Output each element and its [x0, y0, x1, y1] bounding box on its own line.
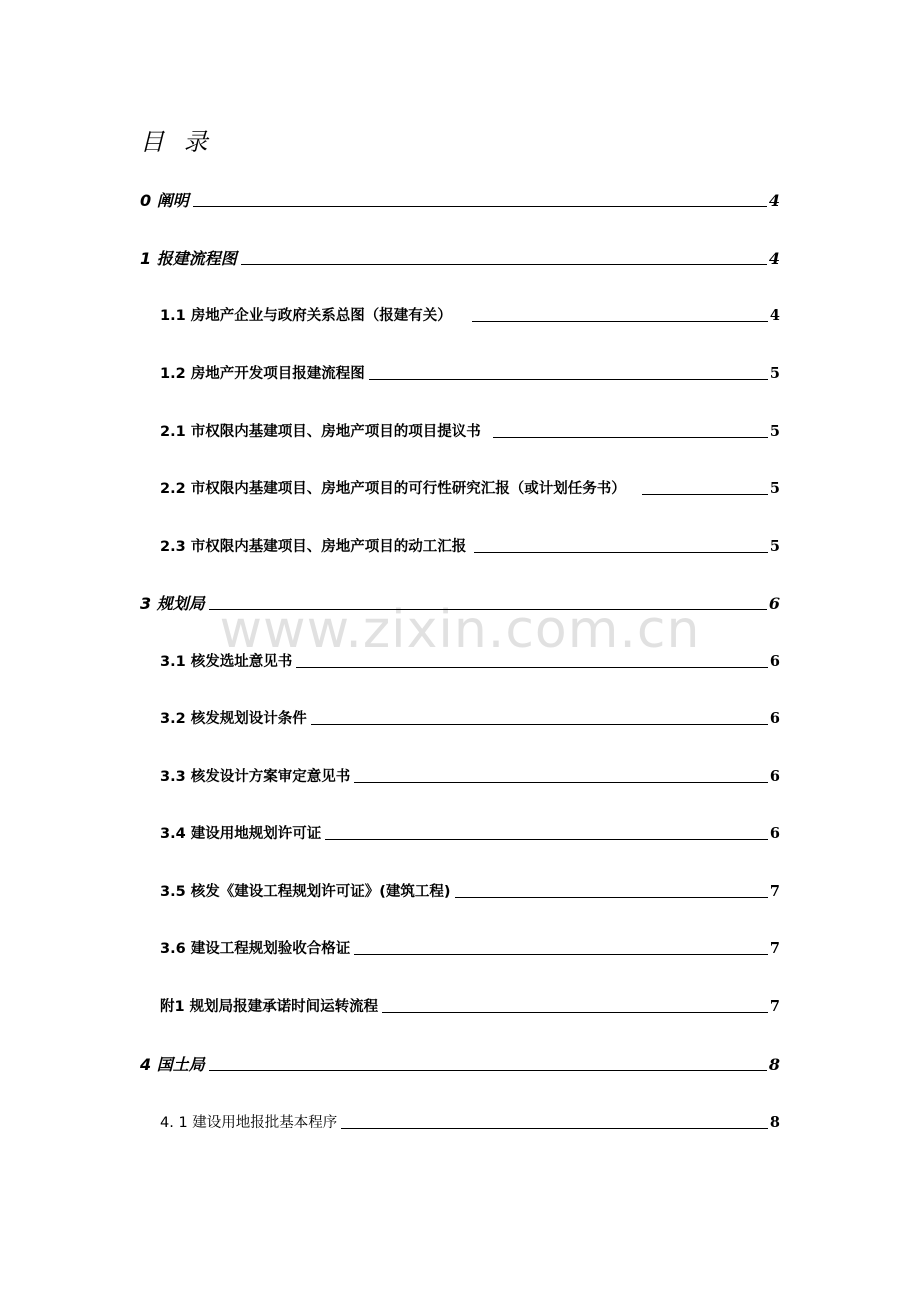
toc-entry-label: 3.1 核发选址意见书: [160, 654, 293, 670]
toc-leader: [325, 839, 768, 840]
toc-entry-page: 8: [769, 1114, 780, 1131]
toc-entry[interactable]: [160, 706, 780, 728]
toc-leader: [382, 1012, 768, 1013]
toc-entry-label: 3.3 核发设计方案审定意见书: [160, 769, 351, 785]
toc-leader: [472, 321, 768, 322]
toc-entry-label: 1.2 房地产开发项目报建流程图: [160, 366, 365, 382]
toc-entry-label: 1 报建流程图: [140, 249, 237, 268]
toc-title: 目 录: [140, 128, 214, 156]
toc-entry-page: 6: [769, 768, 780, 785]
toc-entry[interactable]: [140, 591, 780, 613]
toc-entry-page: 6: [768, 594, 780, 613]
toc-entry-page: 7: [769, 998, 780, 1015]
toc-entry[interactable]: [160, 879, 780, 901]
toc-entry-label: 附1 规划局报建承诺时间运转流程: [160, 999, 379, 1015]
toc-leader: [296, 667, 768, 668]
toc-leader: [455, 897, 768, 898]
toc-entry-label: 2.3 市权限内基建项目、房地产项目的动工汇报: [160, 539, 467, 555]
toc-leader: [209, 1070, 767, 1071]
toc-leader: [354, 954, 768, 955]
toc-entry[interactable]: [160, 649, 780, 671]
toc-entry[interactable]: [160, 936, 780, 958]
toc-leader: [369, 379, 768, 380]
toc-entry[interactable]: [160, 361, 780, 383]
toc-entry-label: 2.1 市权限内基建项目、房地产项目的项目提议书: [160, 424, 481, 440]
toc-entry-label: 3.2 核发规划设计条件: [160, 711, 307, 727]
toc-entry[interactable]: [160, 303, 780, 325]
toc-leader: [311, 724, 768, 725]
watermark: www.zixin.com.cn: [219, 600, 701, 660]
toc-entry-label: 3 规划局: [140, 594, 205, 613]
toc-entry[interactable]: [160, 419, 780, 441]
toc-entry-label: 3.6 建设工程规划验收合格证: [160, 941, 351, 957]
toc-entry-page: 5: [769, 423, 780, 440]
toc-leader: [241, 264, 767, 265]
toc-leader: [193, 206, 767, 207]
toc-entry-label: 4. 1 建设用地报批基本程序: [160, 1115, 338, 1131]
toc-entry-page: 7: [769, 883, 780, 900]
toc-entry-page: 4: [768, 249, 780, 268]
toc-entry[interactable]: [160, 1110, 780, 1132]
toc-entry-page: 6: [769, 710, 780, 727]
toc-entry-label: 3.5 核发《建设工程规划许可证》(建筑工程): [160, 884, 451, 900]
toc-entry-page: 4: [769, 307, 780, 324]
toc-entry-label: 2.2 市权限内基建项目、房地产项目的可行性研究汇报（或计划任务书）: [160, 481, 626, 497]
toc-entry-page: 5: [769, 480, 780, 497]
toc-entry-label: 3.4 建设用地规划许可证: [160, 826, 322, 842]
toc-entry[interactable]: [140, 246, 780, 268]
toc-leader: [642, 494, 768, 495]
toc-entry-label: 0 阐明: [140, 191, 189, 210]
toc-entry-page: 6: [769, 653, 780, 670]
toc-entry-page: 6: [769, 825, 780, 842]
toc-entry-page: 4: [768, 191, 780, 210]
toc-entry[interactable]: [160, 821, 780, 843]
toc-entry[interactable]: [140, 1052, 780, 1074]
toc-entry[interactable]: [160, 994, 780, 1016]
toc-entry-label: 1.1 房地产企业与政府关系总图（报建有关）: [160, 308, 452, 324]
toc-entry[interactable]: [140, 188, 780, 210]
toc-entry-label: 4 国土局: [140, 1055, 205, 1074]
toc-entry[interactable]: [160, 764, 780, 786]
toc-leader: [341, 1128, 768, 1129]
toc-leader: [354, 782, 768, 783]
toc-entry-page: 5: [769, 538, 780, 555]
toc-leader: [474, 552, 768, 553]
toc-entry-page: 7: [769, 940, 780, 957]
toc-entry[interactable]: [160, 534, 780, 556]
toc-entry[interactable]: [160, 476, 780, 498]
toc-entry-page: 5: [769, 365, 780, 382]
toc-leader: [493, 437, 768, 438]
toc-leader: [209, 609, 767, 610]
toc-entry-page: 8: [768, 1055, 780, 1074]
